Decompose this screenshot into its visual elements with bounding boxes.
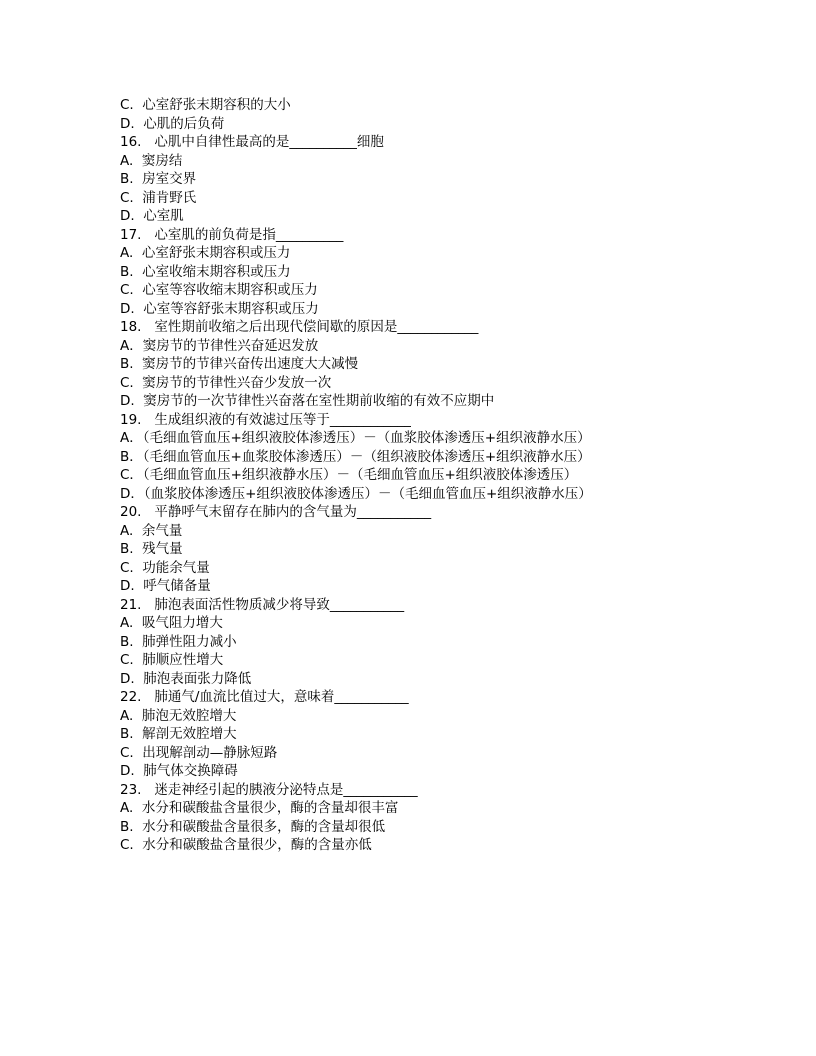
text-line: C. 功能余气量 [120, 559, 210, 576]
text-line: D. 窦房节的一次节律性兴奋落在室性期前收缩的有效不应期中 [120, 393, 495, 409]
text-line: A. 余气量 [120, 522, 183, 539]
text-line: 22. 肺通气/血流比值过大，意味着___________ [120, 689, 409, 705]
text-line: D. 呼气储备量 [120, 578, 211, 594]
text-line: A. 窦房结 [120, 152, 183, 169]
question-list [120, 96, 592, 855]
text-line: 20. 平静呼气末留存在肺内的含气量为___________ [120, 504, 432, 520]
text-line: B. 窦房节的节律兴奋传出速度大大减慢 [120, 356, 359, 372]
text-line: B．（毛细血管血压+血浆胶体渗透压）－（组织液胶体渗透压+组织液静水压） [120, 448, 591, 465]
text-line: B. 肺弹性阻力减小 [120, 633, 237, 650]
text-line: A. 水分和碳酸盐含量很少，酶的含量却很丰富 [120, 800, 399, 816]
text-line: 19. 生成组织液的有效滤过压等于____________ [120, 411, 411, 428]
text-line: A. 肺泡无效腔增大 [120, 707, 237, 724]
text-line: D．（血浆胶体渗透压+组织液胶体渗透压）－（毛细血管血压+组织液静水压） [120, 485, 592, 502]
text-line: A．（毛细血管血压+组织液胶体渗透压）－（血浆胶体渗透压+组织液静水压） [120, 430, 591, 446]
text-line: C. 窦房节的节律性兴奋少发放一次 [120, 374, 332, 391]
text-line: D. 肺气体交换障碍 [120, 763, 238, 779]
text-line: C. 出现解剖动—静脉短路 [120, 744, 278, 761]
text-line: C. 浦肯野氏 [120, 189, 197, 206]
text-line: 21. 肺泡表面活性物质减少将导致___________ [120, 596, 405, 613]
text-line: 16. 心肌中自律性最高的是__________细胞 [120, 134, 384, 150]
text-line: C．（毛细血管血压+组织液静水压）－（毛细血管血压+组织液胶体渗透压） [120, 467, 578, 483]
text-line: B. 心室收缩末期容积或压力 [120, 263, 291, 280]
text-line: 18. 室性期前收缩之后出现代偿间歇的原因是____________ [120, 319, 479, 335]
text-line: D. 心肌的后负荷 [120, 115, 225, 132]
text-line: D. 心室等容舒张末期容积或压力 [120, 300, 319, 317]
text-line: D. 肺泡表面张力降低 [120, 670, 252, 687]
text-line: A. 吸气阻力增大 [120, 615, 223, 631]
text-line: 17. 心室肌的前负荷是指__________ [120, 226, 344, 243]
text-line: A. 心室舒张末期容积或压力 [120, 245, 291, 261]
text-line: B. 解剖无效腔增大 [120, 726, 237, 742]
text-line: C. 水分和碳酸盐含量很少，酶的含量亦低 [120, 837, 372, 853]
text-line: C. 心室等容收缩末期容积或压力 [120, 282, 318, 298]
text-line: D. 心室肌 [120, 208, 184, 224]
text-line: B. 水分和碳酸盐含量很多，酶的含量却很低 [120, 818, 386, 835]
text-line: B. 残气量 [120, 541, 183, 557]
text-line: A．窦房节的节律性兴奋延迟发放 [120, 337, 319, 354]
text-line: 23. 迷走神经引起的胰液分泌特点是___________ [120, 781, 418, 798]
text-line: C. 心室舒张末期容积的大小 [120, 97, 291, 113]
text-line: B. 房室交界 [120, 171, 197, 187]
text-line: C. 肺顺应性增大 [120, 652, 224, 668]
